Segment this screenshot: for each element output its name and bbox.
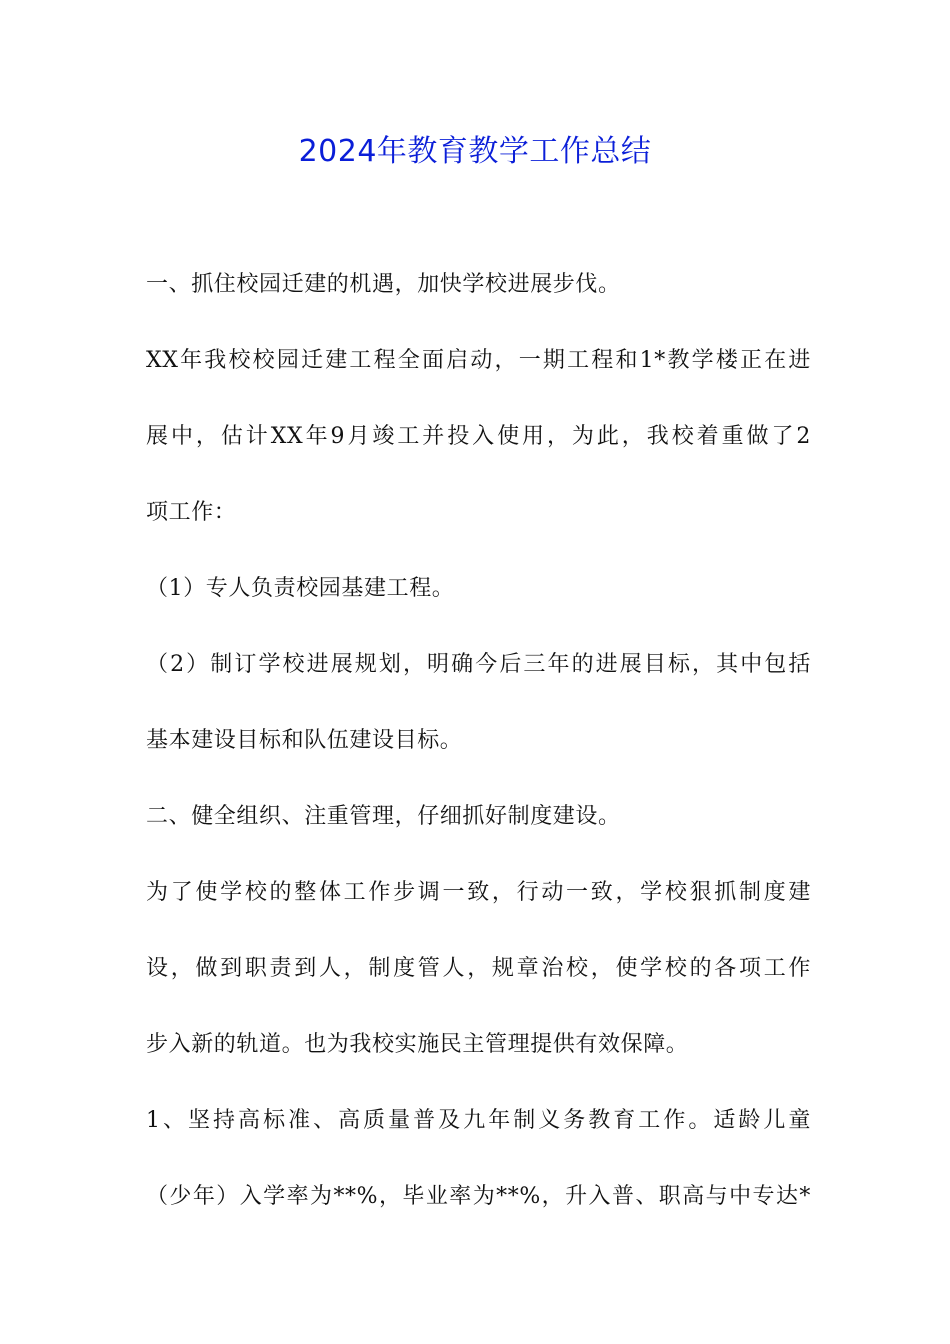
- paragraph-line: 项工作：: [146, 500, 237, 525]
- document-title: 2024年教育教学工作总结: [298, 134, 652, 169]
- paragraph-line: 展中，估计XX年9月竣工并投入使用，为此，我校着重做了2: [146, 424, 811, 449]
- paragraph-line: 设，做到职责到人，制度管人，规章治校，使学校的各项工作: [146, 956, 811, 981]
- list-item-1: （1）专人负责校园基建工程。: [146, 576, 455, 601]
- document-body: [146, 260, 811, 1248]
- paragraph-line: （少年）入学率为**%，毕业率为**%，升入普、职高与中专达*: [146, 1184, 811, 1209]
- heading-section-1: 一、抓住校园迁建的机遇，加快学校进展步伐。: [146, 272, 621, 297]
- heading-section-2: 二、健全组织、注重管理，仔细抓好制度建设。: [146, 804, 621, 829]
- paragraph-line: 为了使学校的整体工作步调一致，行动一致，学校狠抓制度建: [146, 880, 811, 905]
- paragraph-line: XX年我校校园迁建工程全面启动，一期工程和1*教学楼正在进: [146, 348, 811, 373]
- paragraph-line: 步入新的轨道。也为我校实施民主管理提供有效保障。: [146, 1032, 689, 1057]
- paragraph-line: 1、坚持高标准、高质量普及九年制义务教育工作。适龄儿童: [146, 1108, 811, 1133]
- paragraph-line: 基本建设目标和队伍建设目标。: [146, 728, 463, 753]
- list-item-2: （2）制订学校进展规划，明确今后三年的进展目标，其中包括: [146, 652, 811, 677]
